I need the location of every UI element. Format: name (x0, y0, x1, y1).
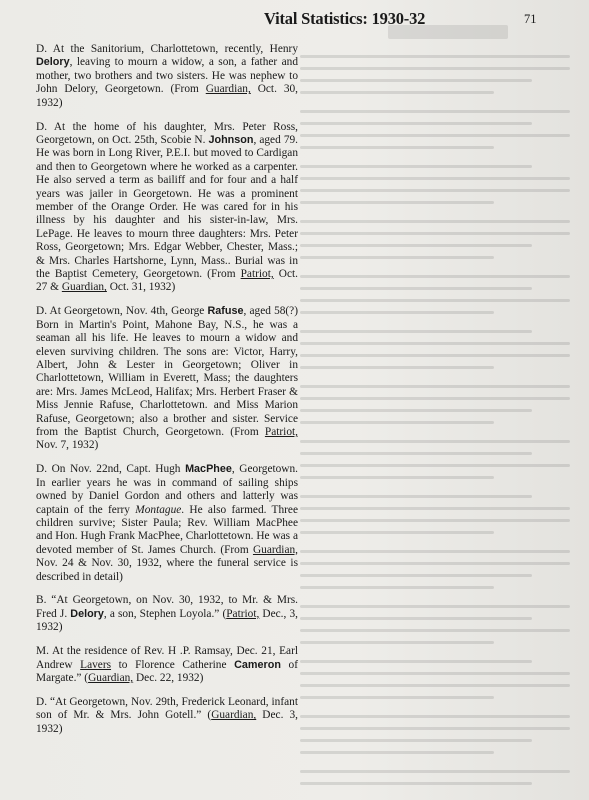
entry-text: , leaving to mourn a widow, a son, a father and mother, two brothers and two sisters. He was nephew to John Delory, Georgetown. (From (36, 56, 298, 96)
entry-text: Nov. 24 & Nov. 30, 1932, where the funeral service is described in detail) (36, 557, 298, 583)
entry-text: , a son, Stephen Loyola.” ( (103, 607, 227, 620)
ship-name: Montague (135, 503, 182, 516)
entry-text: M. At the residence of Rev. H .P. Ramsay, Dec. 21, Earl Andrew (36, 645, 298, 671)
surname: Rafuse (207, 305, 244, 318)
source-name: Guardian, (88, 671, 134, 684)
page-number: 71 (524, 12, 537, 26)
entry-text: Nov. 7, 1932) (36, 439, 99, 452)
entry-text: , aged 79. He was born in Long River, P.E.I. but moved to Cardigan and then to Georgetown where he worked as a carpenter. He also served a term as bailiff and for four and a half years was jailer in Georgetown. He was a prominent member of the Orange Order. He was cared for in his illness by his daughter and his sister-in-law, Mrs. LePage. He leaves to mourn three daughters: Mrs. Peter Ross, Georgetown; Mrs. Edgar Webber, Chester, Mass.; & Mrs. Charles Hartshorne, Lynn, Mass.. Burial was in the Baptist Cemetery, Georgetown. (From (36, 133, 298, 280)
page-header (0, 8, 589, 30)
entry-gotell-death (36, 696, 298, 736)
source-name: Guardian, (211, 709, 257, 722)
entry-text: . He also farmed. Three children survive; Sister Paula; Rev. William MacPhee and Hon. Hugh Frank MacPhee, Charlottetown. He was a devoted member of St. James Church. (From (36, 503, 298, 556)
surname: Delory (70, 607, 104, 620)
entry-johnson-death (36, 121, 298, 295)
entry-rafuse-death (36, 305, 298, 452)
entry-text: to Florence Catherine (111, 658, 235, 671)
entry-text: Oct. 30, 1932) (36, 83, 298, 109)
entry-text: D. At the Sanitorium, Charlottetown, recently, Henry (36, 43, 298, 55)
entry-delory-birth (36, 594, 298, 634)
surname: Johnson (208, 133, 254, 146)
entry-text: of Margate.” ( (36, 658, 298, 684)
source-name: Guardian, (252, 543, 298, 556)
surname: Cameron (234, 658, 281, 671)
entry-text: Dec. 3, 1932) (36, 709, 298, 735)
bleed-through-text (300, 55, 570, 775)
entry-text: Dec., 3, 1932) (36, 607, 298, 634)
entry-text: Dec. 22, 1932) (133, 671, 204, 684)
surname: Delory (36, 56, 70, 69)
entry-text: , Georgetown. In earlier years he was in command of sailing ships owned by Daniel Gordon and others and latterly was captain of the ferry (36, 463, 299, 516)
surname: MacPhee (185, 463, 232, 476)
entry-delory-death (36, 43, 298, 110)
entry-text: Oct. 27 & (36, 268, 298, 294)
source-name: Patriot, (240, 268, 274, 280)
page-title: Vital Statistics: 1930-32 (264, 9, 426, 28)
text-column (36, 43, 298, 747)
entry-text: Oct. 31, 1932) (106, 281, 176, 294)
entry-macphee-death (36, 463, 298, 584)
source-name: Patriot, (264, 425, 298, 438)
entry-text: D. On Nov. 22nd, Capt. Hugh (36, 463, 186, 476)
entry-text: D. At Georgetown, Nov. 4th, George (36, 305, 208, 318)
entry-text: , aged 58(?) Born in Martin's Point, Mahone Bay, N.S., he was a seaman all his life. He leaves to mourn a widow and eleven surviving children. The sons are: Victor, Harry, Albert, John & Lester in Georgetown; Oliver in Charlottetown, William in Everett, Mass; the daughters are: Mrs. James McLeod, Halifax; Mrs. Herbert Fraser & Miss Jennie Rafuse, Charlottetown. and Miss Marion Rafuse, Georgetown; also a brother and sister. Service from the Baptist Church, Georgetown. (From (36, 305, 298, 438)
source-name: Guardian, (61, 281, 107, 294)
surname: Lavers (80, 658, 112, 671)
entry-text: B. “At Georgetown, on Nov. 30, 1932, to Mr. & Mrs. Fred J. (36, 594, 298, 620)
source-name: Patriot, (226, 607, 260, 620)
entry-text: D. “At Georgetown, Nov. 29th, Frederick Leonard, infant son of Mr. & Mrs. John Gotell.” ( (36, 695, 298, 722)
entry-text: D. At the home of his daughter, Mrs. Peter Ross, Georgetown, on Oct. 25th, Scobie N. (36, 120, 298, 146)
source-name: Guardian, (205, 83, 251, 96)
entry-lavers-cameron-marriage (36, 645, 298, 685)
